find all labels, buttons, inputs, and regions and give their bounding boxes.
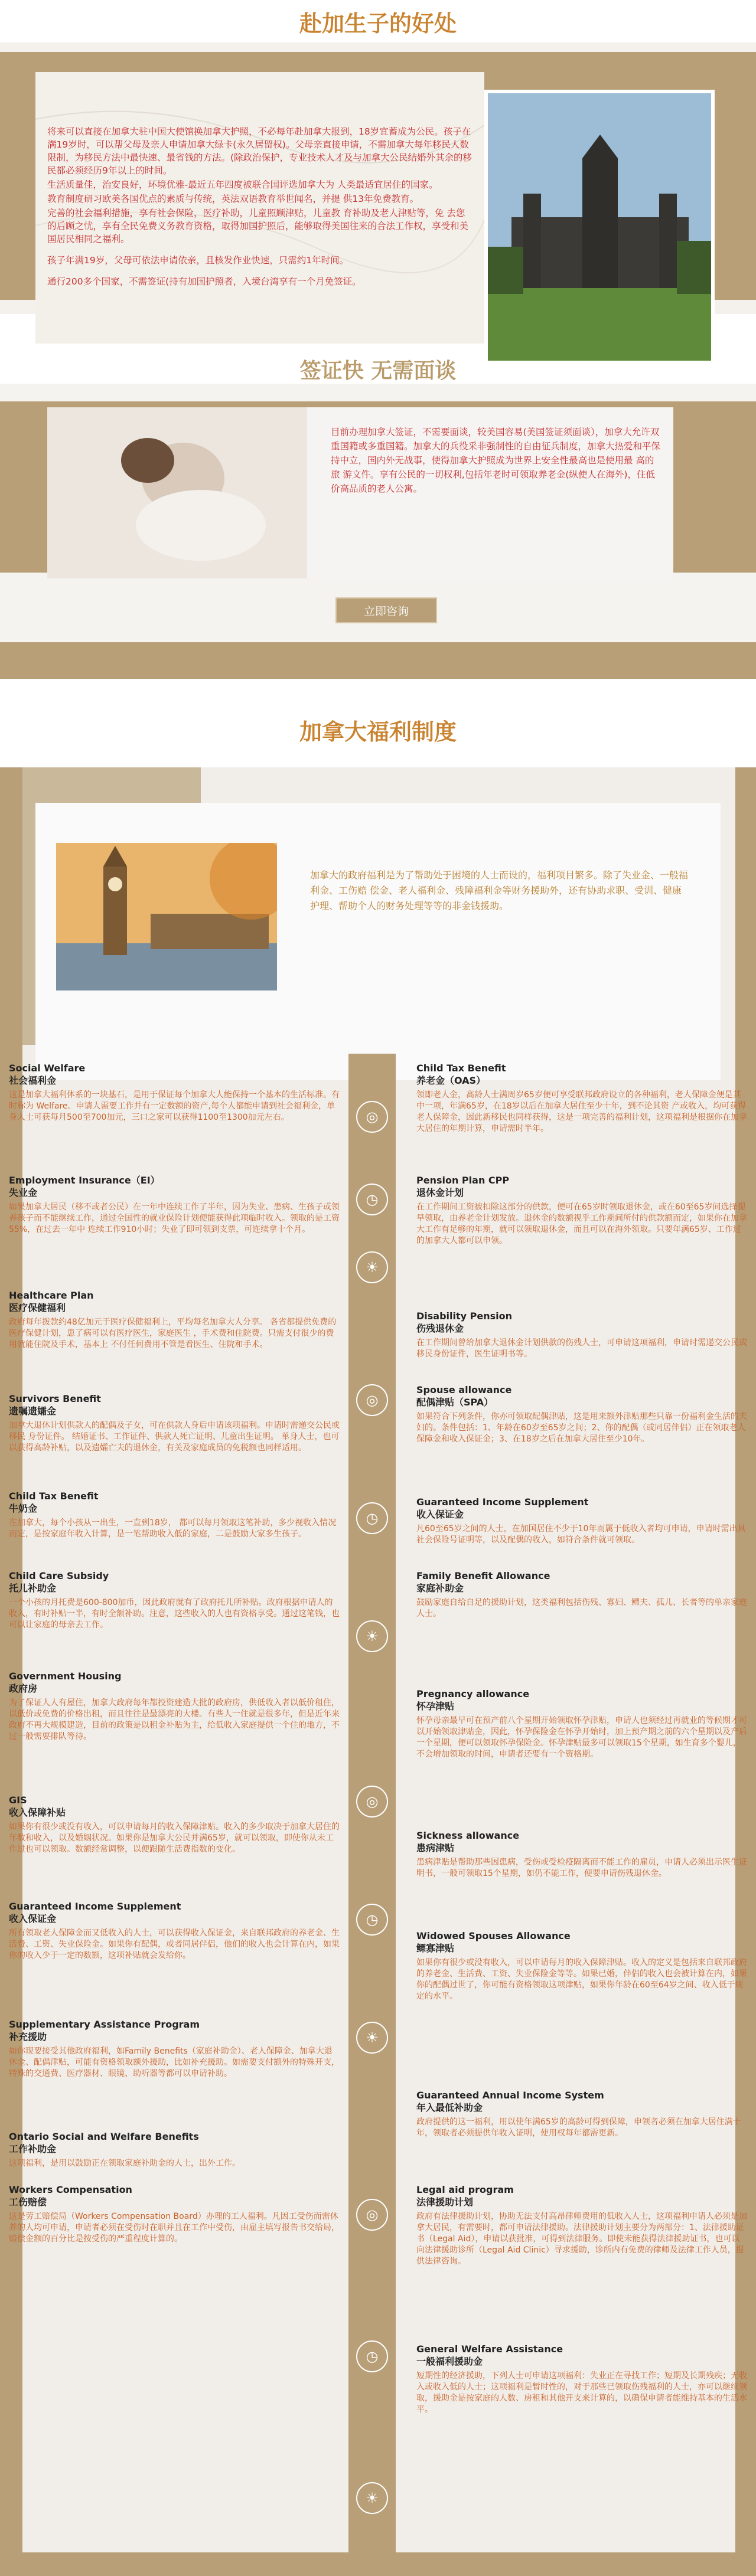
item-body: 政府每年拨款约48亿加元于医疗保健福利上，平均每名加拿大人分享。 各省都提供免费的医疗保健计划，患了病可以有医疗医生，家庭医生 ，手术费和住院费。只需支付很少的费用就能住院及手术，基本上 不付任何费用不管是看医生、住院和手术。 xyxy=(9,1318,337,1349)
item-title-cn: 伤残退休金 xyxy=(416,1323,464,1334)
clock-icon: ◷ xyxy=(356,1184,388,1215)
item-title-cn: 一般福利援助金 xyxy=(416,2356,483,2367)
item-title-en: Employment Insurance（EI） xyxy=(9,1175,160,1186)
item-title-cn: 家庭补助金 xyxy=(416,1583,464,1594)
welfare-item xyxy=(416,1830,747,1879)
welfare-section xyxy=(0,767,756,2576)
lightbulb-icon: ☀ xyxy=(356,1620,388,1652)
item-title-en: Guaranteed Annual Income System xyxy=(416,2090,604,2101)
item-title-en: Social Welfare xyxy=(9,1063,86,1074)
welfare-item xyxy=(9,2019,340,2080)
item-body: 一个小孩的月托费是600-800加币，因此政府就有了政府托儿所补贴。政府根据申请人的收入，有时补贴一半，有时全额补助。注意，这些收入的人也有资格享受。通过这笔钱，也可以让家庭的母亲去工作。 xyxy=(9,1598,340,1630)
item-title-en: General Welfare Assistance xyxy=(416,2343,563,2355)
visa-text: 目前办理加拿大签证，不需要面谈，较美国容易(美国签证须面谈），加拿大允许双重国籍或多重国籍。加拿大的兵役采非强制性的自由征兵制度，加拿大热爱和平保持中立，国内外无战事，使得加拿大护照成为世界上安全性最高也是使用最 高的旅 游文件。享有公民的一切权利,包括年老时可领取养老金(纵使人在海外)，住低价高品质的老人公寓。 xyxy=(331,427,661,494)
item-title-cn: 工伤赔偿 xyxy=(9,2196,47,2208)
study-title: 赴加生子的好处 xyxy=(299,10,457,37)
benefits-hero xyxy=(0,43,756,314)
timeline-bar xyxy=(348,1054,396,2553)
item-title-cn: 托儿补助金 xyxy=(9,1583,57,1594)
welfare-item xyxy=(9,2131,340,2169)
welfare-item xyxy=(9,1175,340,1235)
item-title-en: Disability Pension xyxy=(416,1310,512,1322)
item-title-cn: 社会福利金 xyxy=(9,1075,57,1086)
welfare-item xyxy=(9,2184,340,2245)
welfare-item xyxy=(9,1794,340,1855)
item-body: 如你现要接受其他政府福利，如Family Benefits（家庭补助金）、老人保障金、加拿大退休金、配偶津贴，可能有资格领取额外援助，比如补充援助。如需要支付额外的特殊开支，特殊的交通费、医疗器材、眼镜、助听器等都可以申请补助。 xyxy=(9,2047,340,2078)
welfare-item xyxy=(416,2090,747,2139)
item-title-cn: 法律援助计划 xyxy=(416,2196,474,2208)
welfare-item xyxy=(416,1384,747,1445)
welfare-item xyxy=(9,1290,340,1351)
item-title-en: Spouse allowance xyxy=(416,1384,512,1395)
welfare-item xyxy=(416,1570,747,1620)
welfare-item xyxy=(416,1310,747,1360)
item-title-cn: 收入保证金 xyxy=(416,1509,464,1520)
item-body: 短期性的经济援助，下列人士可申请这项福利：失业正在寻找工作；短期及长期残疾；无收入或收入低的人士；这项福利是暂时性的，对于那些已领取伤残福利的人士，亦可以继续领取，援助金是按家庭的人数、房租和其他开支来计算的，以确保申请者能维持基本的生活水平。 xyxy=(416,2371,747,2414)
hero-paragraph: 将来可以直接在加拿大驻中国大使馆换加拿大护照，不必每年赴加拿大报到，18岁宜蓄成为公民。孩子在满19岁时，可以帮父母及亲人申请加拿大绿卡(永久居留权)。父母亲直接申请，不需加拿大每年移民人数限制，为移民方法中最快速、最省钱的方法。(除政治保护，专业技术人才及与加拿大公民结婚外其余的移民都必须经历9年以上的时间。 xyxy=(47,126,472,176)
item-title-en: Guaranteed Income Supplement xyxy=(416,1496,589,1508)
welfare-right-strip xyxy=(735,767,756,2576)
item-title-cn: 医疗保健福利 xyxy=(9,1302,66,1313)
item-title-cn: 养老金（OAS） xyxy=(416,1075,486,1086)
item-body: 如果你有很少或没有收入，可以申请每月的收入保障津贴。收入的多少取决于加拿大居住的年数和收入，以及婚姻状况。如果你是加拿大公民并满65岁，就可以领取，即使你从未工作过也可以领取。数额经常调整，以便跟随生活费指数的变化。 xyxy=(9,1822,340,1854)
london-photo xyxy=(56,843,277,990)
item-title-en: Child Care Subsidy xyxy=(9,1570,109,1581)
consult-button[interactable]: 立即咨询 xyxy=(335,597,437,623)
item-title-en: Ontario Social and Welfare Benefits xyxy=(9,2131,199,2142)
welfare-intro-text: 加拿大的政府福利是为了帮助处于困境的人士而设的，福利项目繁多。除了失业金、一般福利金、工伤赔 偿金、老人福利金、残障福利金等财务援助外，还有协助求职、受训、健康护理、帮助个人的财务处理等等的非金钱援助。 xyxy=(310,869,689,911)
item-title-cn: 怀孕津贴 xyxy=(416,1701,455,1712)
hero-paragraph: 孩子年满19岁，父母可依法申请依亲，且核发作业快速，只需约1年时间。 xyxy=(47,255,349,266)
item-title-cn: 配偶津贴（SPA） xyxy=(416,1397,494,1408)
hero-paragraph: 通行200多个国家，不需签证(持有加国护照者，入境台湾享有一个月免签证。 xyxy=(47,276,361,287)
item-title-en: Pregnancy allowance xyxy=(416,1688,530,1699)
location-icon: ◎ xyxy=(356,1101,388,1133)
item-body: 怀孕母亲最早可在预产前八个星期开始领取怀孕津贴，申请人也须经过再就业的等候期才可以开始领取津贴金，因此，怀孕保险金在怀孕开始时，加上预产期之前的六个星期以及产后一个星期，便可以领取怀孕保险金。怀孕津贴最多可以领取15个星期，如生育多个婴儿，不会增加领取的时间，申请者还要有一个资格期。 xyxy=(416,1716,747,1759)
item-body: 政府有法律援助计划，协助无法支付高昂律师费用的低收入人士，这项福利申请人必须是加拿大居民，有需要时，都可申请法律援助。法律援助计划主要分为两部分：1、法律援助证书（Legal Aid），申请以获批准，可得到法律服务。即使未能获得法律援助证书，也可以向法律援助诊所（Legal Aid Clinic）寻求援助，诊所内有免费的律师及法律工作人员，提供法律咨询。 xyxy=(416,2212,747,2266)
item-title-en: Pension Plan CPP xyxy=(416,1175,510,1186)
item-title-en: Guaranteed Income Supplement xyxy=(9,1901,181,1912)
item-body: 这是劳工赔偿局（Workers Compensation Board）办理的工人福利。凡因工受伤而需休养的人均可申请，申请者必须在受伤时在职并且在工作中受伤，由雇主填写报告书交给局，赔偿金额的百分比是按受伤的严重程度计算的。 xyxy=(9,2212,340,2244)
location-icon: ◎ xyxy=(356,2199,388,2231)
welfare-item xyxy=(9,1490,340,1540)
item-title-cn: 工作补助金 xyxy=(9,2143,57,2155)
welfare-item xyxy=(416,1175,747,1247)
welfare-item xyxy=(416,2343,747,2415)
item-title-cn: 遗嘱遗孀金 xyxy=(9,1405,57,1417)
item-body: 加拿大退休计划供款人的配偶及子女，可在供款人身后申请该项福利。申请时需递交公民或移民 身份证件。 结婚证书、工作证件、供款人死亡证明、儿童出生证明。 单身人士，也可以获得高龄补贴，以及遗孀亡夫的退休金，有关及家庭成员的免税额也同样适用。 xyxy=(9,1421,340,1453)
welfare-item xyxy=(9,1901,340,1962)
mother-baby-photo xyxy=(47,407,307,578)
lightbulb-icon: ☀ xyxy=(356,2022,388,2054)
location-icon: ◎ xyxy=(356,1786,388,1817)
item-title-cn: 退休金计划 xyxy=(416,1187,464,1198)
item-title-en: GIS xyxy=(9,1794,27,1806)
item-title-cn: 牛奶金 xyxy=(9,1503,38,1514)
item-title-en: Government Housing xyxy=(9,1671,122,1682)
clock-icon: ◷ xyxy=(356,1502,388,1534)
welfare-title: 加拿大福利制度 xyxy=(299,718,457,745)
visa-title: 签证快 无需面谈 xyxy=(299,358,457,383)
item-body: 患病津贴是帮助那些因患病，受伤或受检疫隔离而不能工作的雇员，申请人必须出示医生证明书，一般可领取15个星期，如仍不能工作，便要申请伤残退休金。 xyxy=(416,1858,747,1878)
welfare-item xyxy=(416,1063,747,1135)
item-body: 这是加拿大福利体系的一块基石，是用于保证每个加拿大人能保持一个基本的生活标准。有时称为 Welfare。申请人需要工作并有一定数额的资产,每个人都能申请到社会福利金，单身人士可获每月500至700加元，三口之家可以获得1100至1300加元左右。 xyxy=(9,1090,340,1122)
hero-text xyxy=(47,125,472,289)
item-body: 领即老人金，高龄人士满周岁65岁便可享受联邦政府设立的各种福利，老人保障金便是其中一项，年满65岁，在18岁以后在加拿大居住至少十年，到不论其资 产或收入，均可获得老人保障金，因此新移民也同样获得，这是一项完善的福利计划，这项福利是根据你在加拿大居住的年期计算，申请需时半年。 xyxy=(416,1090,747,1133)
welfare-item xyxy=(9,1393,340,1454)
welfare-item xyxy=(416,2184,747,2267)
item-body: 鼓励家庭自给自足的援助计划，这类福利包括伤残、寡妇、鳏夫、孤儿、长者等的单亲家庭人士。 xyxy=(416,1598,747,1619)
item-title-en: Healthcare Plan xyxy=(9,1290,94,1301)
visa-bottom-band xyxy=(0,642,756,679)
hero-paragraph: 教育制度研习欧美各国优点的素质与传统，英法双语教育举世闻名，并提 供13年免费教育。 xyxy=(47,194,419,204)
lightbulb-icon: ☀ xyxy=(356,2482,388,2514)
item-title-en: Sickness allowance xyxy=(416,1830,520,1841)
item-title-en: Workers Compensation xyxy=(9,2184,132,2195)
item-title-en: Family Benefit Allowance xyxy=(416,1570,550,1581)
item-title-cn: 鳏寡津贴 xyxy=(416,1943,455,1954)
welfare-item xyxy=(9,1671,340,1743)
lightbulb-icon: ☀ xyxy=(356,1251,388,1283)
item-title-en: Legal aid program xyxy=(416,2184,514,2195)
footer-band xyxy=(0,2552,756,2576)
item-title-en: Survivors Benefit xyxy=(9,1393,101,1404)
item-body: 在工作期间工资被扣除这部分的供款，便可在65岁时领取退休金，或在60至65岁间选择提早领取，由养老金计划发放。退休金的数额视乎工作期间所付的供款额而定，如果你在加拿大工作有足够的年期，就可以领取退休金，而且可以在海外领取。只要年满65岁、工作过的加拿大人都可以申领。 xyxy=(416,1202,747,1245)
item-title-cn: 失业金 xyxy=(9,1187,38,1198)
item-body: 政府提供的这一福利，用以使年满65岁的高龄可得到保障，申领者必须在加拿大居住满十年，领取者必须提供年收入证明，使用权每年都需更新。 xyxy=(416,2117,741,2138)
item-body: 如果符合下列条件，你亦可领取配偶津贴，这是用来额外津贴那些只靠一份福利金生活的夫妇的。条件包括：1、年龄在60岁至65岁之间；2、你的配偶（或同居伴侣）正在领取老人保障金和收入保证金；3、在18岁之后在加拿大居住至少10年。 xyxy=(416,1412,747,1444)
item-body: 为了保证人人有屋住，加拿大政府每年都投资建造大批的政府房，供低收入者以低价租住，以低价或免费的价格出租，而且往往是最漂亮的大楼。有些人一住就是很多年，但是近年来政府不再大规模建造，目前的政策是以租金补贴为主，给低收入家庭提供一个住的地方，不过一般需要排队等待。 xyxy=(9,1698,340,1741)
hero-paragraph: 完善的社会福利措施，享有社会保险，医疗补助，儿童照顾津贴，儿童教 育补助及老人津贴等，免 去您的后顾之忧，享有全民免费义务教育资格，取得加国护照后，能够取得美国往来的合法工作权，享受和美国居民相同之福利。 xyxy=(47,208,469,244)
item-body: 如果加拿大居民（移不或者公民）在一年中连续工作了半年，因为失业、患病、生孩子或领养孩子而不能继续工作，通过全国性的就业保险计划便能获得此项临时收入。领取的是工资55%，在过去一年中 连续工作910小时；失业了即可领到支票，可连续拿十个月。 xyxy=(9,1202,340,1234)
item-body: 在工作期间曾给加拿大退休金计划供款的伤残人士，可申请这项福利，申请时需递交公民或移民身份证件，医生证明书等。 xyxy=(416,1338,747,1359)
item-body: 这项福利，是用以鼓励正在领取家庭补助金的人士，出外工作。 xyxy=(9,2159,240,2168)
item-body: 所有领取老人保障金而又低收入的人士，可以获得收入保证金，来自联邦政府的养老金、生活费、工资、失业保险金。如果你有配偶，或者同居伴侣，他们的收入也会计算在内，如果你的收入少于一定的数额，这项补贴就会发给你。 xyxy=(9,1928,340,1960)
item-title-cn: 患病津贴 xyxy=(416,1842,455,1853)
item-title-en: Child Tax Benefit xyxy=(416,1063,506,1074)
item-body: 凡60至65岁之间的人士，在加国居住不少于10年而属于低收入者均可申请，申请时需出具社会保险号证明等，以及配偶的收入，如符合条件就可领取。 xyxy=(416,1524,746,1545)
item-body: 在加拿大，每个小孩从一出生，一直到18岁， 都可以每月领取这笔补助，多少视收入情况而定，是按家庭年收入计算，是一笔帮助收入低的家庭，二是鼓励大家多生孩子。 xyxy=(9,1518,337,1539)
welfare-item xyxy=(9,1063,340,1123)
hero-paragraph: 生活质量佳，治安良好，环境优雅-最近五年四度被联合国评选加拿大为 人类最适宜居住的国家。 xyxy=(47,179,438,190)
item-title-cn: 补充援助 xyxy=(9,2031,47,2042)
welfare-item xyxy=(416,1930,747,2002)
visa-section xyxy=(0,384,756,679)
item-title-cn: 收入保证金 xyxy=(9,1913,57,1924)
clock-icon: ◷ xyxy=(356,2340,388,2372)
welfare-item xyxy=(9,1570,340,1631)
location-icon: ◎ xyxy=(356,1384,388,1416)
university-photo xyxy=(484,90,715,364)
welfare-item xyxy=(416,1688,747,1760)
clock-icon: ◷ xyxy=(356,1904,388,1936)
welfare-item xyxy=(416,1496,747,1546)
item-body: 如果你有很少或没有收入，可以申请每月的收入保障津贴。收入的定义是包括来自联邦政府的养老金、生活费、工资、失业保险金等等。如果已婚，伴侣的收入也会被计算在内，如果你的配偶过世了，你可能有资格领取这项津贴，如果你年龄在60至64岁之间、收入低于规定的水平。 xyxy=(416,1958,747,2001)
item-title-cn: 年入最低补助金 xyxy=(416,2102,483,2113)
item-title-en: Widowed Spouses Allowance xyxy=(416,1930,571,1941)
item-title-cn: 收入保障补贴 xyxy=(9,1807,66,1818)
item-title-cn: 政府房 xyxy=(9,1683,38,1694)
item-title-en: Supplementary Assistance Program xyxy=(9,2019,200,2030)
item-title-en: Child Tax Benefit xyxy=(9,1490,99,1502)
